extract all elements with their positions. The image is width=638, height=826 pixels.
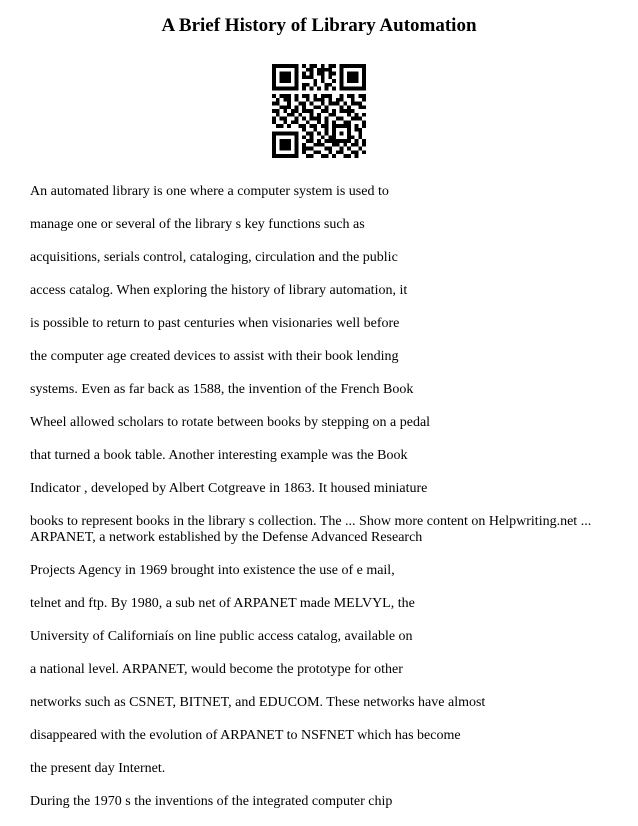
body-line: University of Californiaís on line public access catalog, available on [30,629,413,644]
body-line: Indicator , developed by Albert Cotgreave in 1863. It housed miniature [30,481,428,496]
body-line: that turned a book table. Another interesting example was the Book [30,448,408,463]
body-line: the present day Internet. [30,761,166,776]
body-line: telnet and ftp. By 1980, a sub net of ARPANET made MELVYL, the [30,596,415,611]
body-line: Projects Agency in 1969 brought into existence the use of e mail, [30,563,395,578]
body-line: Wheel allowed scholars to rotate between books by stepping on a pedal [30,415,431,430]
body-line: systems. Even as far back as 1588, the invention of the French Book [30,382,414,397]
body-line: is possible to return to past centuries when visionaries well before [30,316,400,331]
body-line: books to represent books in the library s collection. The ... Show more content on Helpwriting.net ... [30,514,592,529]
body-line: manage one or several of the library s key functions such as [30,217,365,232]
body-line: An automated library is one where a computer system is used to [30,184,389,199]
body-line: access catalog. When exploring the history of library automation, it [30,283,408,298]
body-line: disappeared with the evolution of ARPANET to NSFNET which has become [30,728,461,743]
body-line: ARPANET, a network established by the Defense Advanced Research [30,530,423,545]
body-line: acquisitions, serials control, cataloging, circulation and the public [30,250,398,265]
body-line: the computer age created devices to assist with their book lending [30,349,399,364]
body-line: During the 1970 s the inventions of the integrated computer chip [30,794,393,809]
qr-code-icon [272,64,366,158]
page-title: A Brief History of Library Automation [161,15,477,36]
body-line: networks such as CSNET, BITNET, and EDUCOM. These networks have almost [30,695,486,710]
body-line: a national level. ARPANET, would become the prototype for other [30,662,403,677]
